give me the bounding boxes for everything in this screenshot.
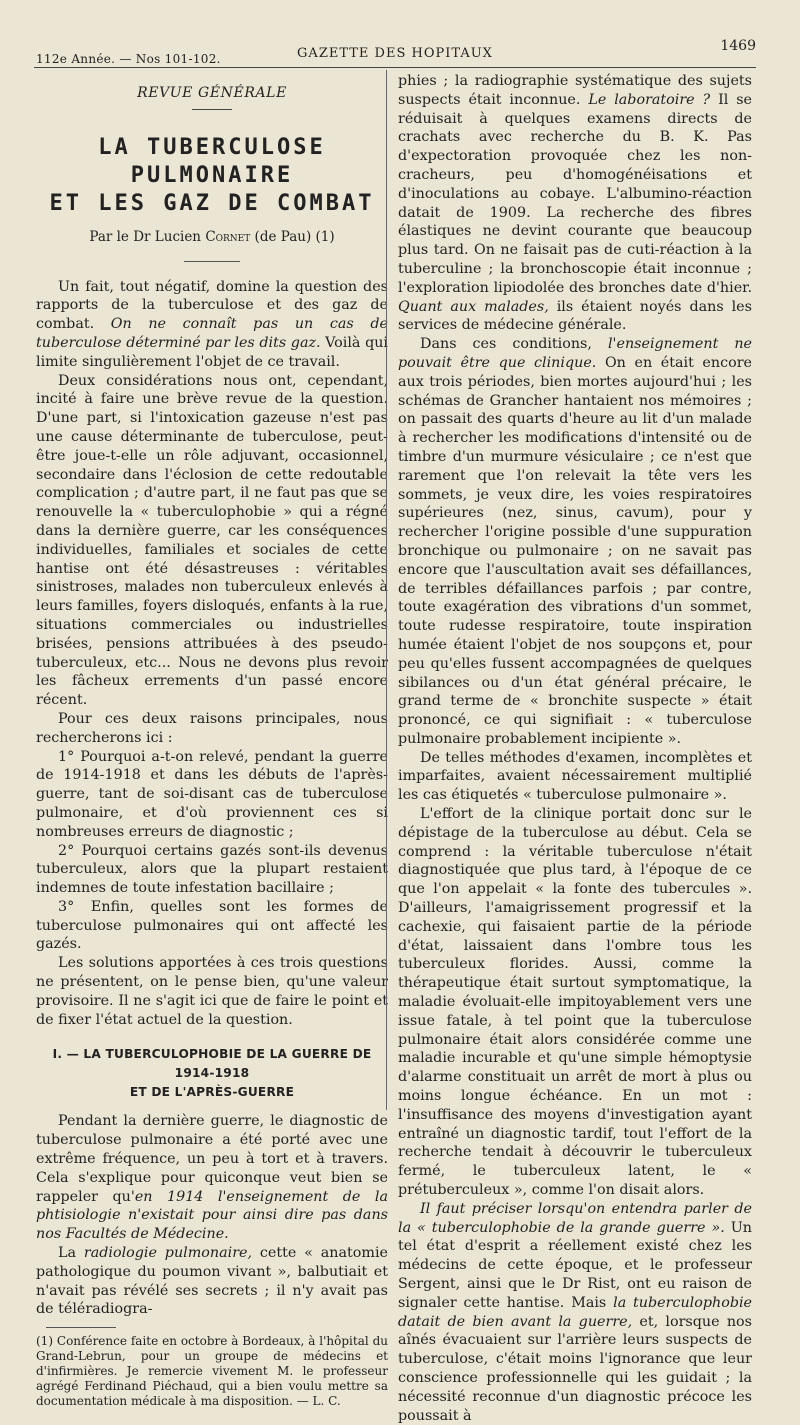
text-run-italic: l'enseignement ne pouvait être que clinique.: [398, 336, 753, 371]
right-column: [398, 72, 752, 1425]
issue-info: 112e Année. — Nos 101-102.: [36, 52, 221, 66]
text-run: Il se réduisait à quelques examens directs de crachats avec recherche du B. K. Pas d'expectoration provoquée chez les non-cracheurs, peu d'homogénéisations et d'inoculations au cobaye. L'albumino-réaction datait de 1909. La recherche des fibres élastiques ne devint courante que beaucoup plus tard. On ne faisait pas de cuti-réaction à la tuberculine ; la bronchoscopie était inconnue ; l'exploration lipiodolée des bronches date d'hier.: [398, 91, 753, 296]
paragraph: [36, 1244, 388, 1319]
paragraph: Les solutions apportées à ces trois questions ne présentent, on le pense bien, qu'une valeur provisoire. Il ne s'agit ici que de faire le point et de fixer l'état actuel de la question.: [36, 955, 388, 1028]
text-run: On en était encore aux trois périodes, bien mortes aujourd'hui ; les schémas de Grancher hantaient nos mémoires ; on passait des quarts d'heure au lit d'un malade à rechercher les modifications d'intensité ou de timbre d'un murmure vésiculaire ; ce n'est que rarement que l'on relevait la tête vers les sommets, je veux dire, les voies respiratoires supérieures (nez, sinus, cavum), pour y rechercher l'origine possible d'une suppuration bronchique ou pulmonaire ; on ne savait pas encore que l'auscultation avait ses défaillances, de terribles défaillances parfois ; par contre, toute exagération des vibrations d'un sommet, toute rudesse respiratoire, toute inspiration humée étaient l'objet de nos soupçons et, pour peu qu'elles fussent accompagnées de quelques sibilances ou d'un état général précaire, le grand terme de « bronchite suspecte » était prononcé, ce qui signifiait : « tuberculose pulmonaire probablement incipiente ».: [398, 354, 753, 747]
running-header: [34, 38, 756, 64]
text-run: Voilà qui limite singulièrement l'objet de ce travail.: [36, 334, 389, 370]
list-item: 3° Enfin, quelles sont les formes de tuberculose pulmonaires qui ont affecté les gazés.: [36, 898, 388, 953]
text-run: Un tel état d'esprit a réellement existé chez les médecins de cette époque, et le professeur Sergent, ainsi que le Dr Rist, ont eu raison de signaler cette hantise. Mais: [398, 1219, 753, 1311]
article-title: [36, 134, 388, 218]
title-line-1: LA TUBERCULOSE PULMONAIRE: [98, 134, 326, 188]
byline-rule: [184, 261, 240, 262]
text-run: Pendant la dernière guerre, le diagnostic de tuberculose pulmonaire a été porté avec une extrême fréquence, un peu à tort et à travers. Cela s'explique pour quiconque veut bien se rappeler qu': [36, 1113, 388, 1205]
paragraph: [36, 278, 388, 372]
byline-prefix: Par le Dr Lucien: [89, 228, 202, 245]
header-rule: [34, 67, 756, 68]
section-heading-line: ET DE L'APRÈS-GUERRE: [129, 1085, 295, 1100]
text-run-italic: radiologie pulmonaire,: [83, 1245, 253, 1262]
text-run-italic: Le laboratoire ?: [588, 91, 711, 108]
text-run: La: [58, 1245, 77, 1262]
footnote: (1) Conférence faite en octobre à Bordeaux, à l'hôpital du Grand-Lebrun, pour un groupe de médecins et d'infirmières. Je remercie vivement M. le professeur agrégé Ferdinand Piéchaud, qui a bien voulu mettre sa documentation médicale à ma disposition. — L. C.: [36, 1334, 388, 1409]
paragraph: L'effort de la clinique portait donc sur le dépistage de la tuberculose au début. Cela se comprend : la véritable tuberculose n'était diagnostiquée que plus tard, à l'époque de ce que l'on appelait « la fonte des tubercules ». D'ailleurs, l'amaigrissement progressif et la cachexie, qui faisaient partie de la période d'état, laissaient dans l'ombre tous les tuberculeux florides. Aussi, comme la thérapeutique était surtout symptomatique, la maladie évoluait-elle impitoyablement vers une issue fatale, à tel point que la tuberculose pulmonaire était alors considérée comme une maladie incurable et qu'une simple hémoptysie d'alarme constituait un arrêt de mort à plus ou moins longue échéance. En un mot : l'insuffisance des moyens d'investigation ayant entraîné un diagnostic tardif, tout l'effort de la recherche tendait à découvrir le tuberculeux fermé, le tuberculeux latent, le « prétuberculeux », comme l'on disait alors.: [398, 806, 752, 1199]
paragraph: [398, 335, 752, 749]
kicker-rule: [192, 109, 232, 110]
section-heading-line: I. — LA TUBERCULOPHOBIE DE LA GUERRE DE 1914-1918: [52, 1047, 372, 1081]
left-column: [36, 70, 388, 1409]
paragraph: [398, 1200, 752, 1425]
list-item: 1° Pourquoi a-t-on relevé, pendant la guerre de 1914-1918 et dans les débuts de l'après-guerre, tant de soi-disant cas de tuberculose pulmonaire, et d'où proviennent ces si nombreuses erreurs de diagnostic ;: [36, 748, 388, 840]
text-run-italic: en 1914 l'enseignement de la phtisiologie n'existait pour ainsi dire pas dans nos Facultés de Médecine.: [36, 1188, 388, 1243]
byline: [36, 228, 388, 247]
text-run-italic: la tuberculophobie datait de bien avant la guerre,: [398, 1294, 753, 1330]
journal-title: GAZETTE DES HOPITAUX: [297, 46, 493, 61]
text-run-italic: Quant aux malades,: [398, 298, 549, 315]
text-run: Un fait, tout négatif, domine la question des rapports de la tuberculose et des gaz de combat.: [36, 278, 388, 333]
paragraph: [398, 72, 752, 335]
column-divider: [386, 70, 387, 1110]
section-heading: [36, 1045, 388, 1102]
title-line-2: ET LES GAZ DE COMBAT: [49, 190, 375, 216]
text-run-italic: Il faut préciser lorsqu'on entendra parler de la « tuberculophobie de la grande guerre ».: [398, 1200, 752, 1236]
author-name: Cornet: [205, 228, 251, 245]
text-run: cette « anatomie pathologique du poumon vivant », balbutiait et n'avait pas révélé ses secrets ; il n'y avait pas de téléradiogra-: [36, 1245, 388, 1318]
paragraph: Deux considérations nous ont, cependant, incité à faire une brève revue de la question. D'une part, si l'intoxication gazeuse n'est pas une cause déterminante de tuberculose, peut-être joue-t-elle un rôle adjuvant, occasionnel, secondaire dans l'éclosion de cette redoutable complication ; d'autre part, il ne faut pas que se renouvelle la « tuberculophobie » qui a régné dans la dernière guerre, car les conséquences individuelles, familiales et sociales de cette hantise ont été désastreuses : véritables sinistroses, malades non tuberculeux enlevés à leurs familles, foyers disloqués, enfants à la rue, situations commerciales ou industrielles brisées, pensions attribuées à des pseudo-tuberculeux, etc... Nous ne devons plus revoir les fâcheux errements d'un passé encore récent.: [36, 372, 388, 709]
list-item: 2° Pourquoi certains gazés sont-ils devenus tuberculeux, alors que la plupart restaient indemnes de toute infestation bacillaire ;: [36, 842, 388, 897]
byline-suffix: (de Pau) (1): [254, 228, 335, 245]
footnote-rule: [46, 1327, 116, 1328]
text-run: phies ; la radiographie systématique des sujets suspects était inconnue.: [398, 73, 752, 108]
text-run: et, lorsque nos aînés évacuaient sur l'arrière leurs suspects de tuberculose, c'était moins l'ignorance que leur conscience professionnelle qui les guidait ; la nécessité reconnue d'un diagnostic précoce les poussait à: [398, 1313, 752, 1424]
paragraph: Pour ces deux raisons principales, nous rechercherons ici :: [36, 710, 388, 746]
paragraph: [36, 1112, 388, 1244]
section-kicker: REVUE GÉNÉRALE: [137, 85, 287, 101]
page-number: 1469: [720, 38, 756, 54]
text-run: Dans ces conditions,: [420, 336, 592, 353]
text-run-italic: On ne connaît pas un cas de tuberculose déterminé par les dits gaz.: [36, 316, 388, 351]
paragraph: De telles méthodes d'examen, incomplètes et imparfaites, avaient nécessairement multiplié les cas étiquetés « tuberculose pulmonaire ».: [398, 749, 752, 804]
text-run: ils étaient noyés dans les services de médecine générale.: [398, 298, 752, 334]
